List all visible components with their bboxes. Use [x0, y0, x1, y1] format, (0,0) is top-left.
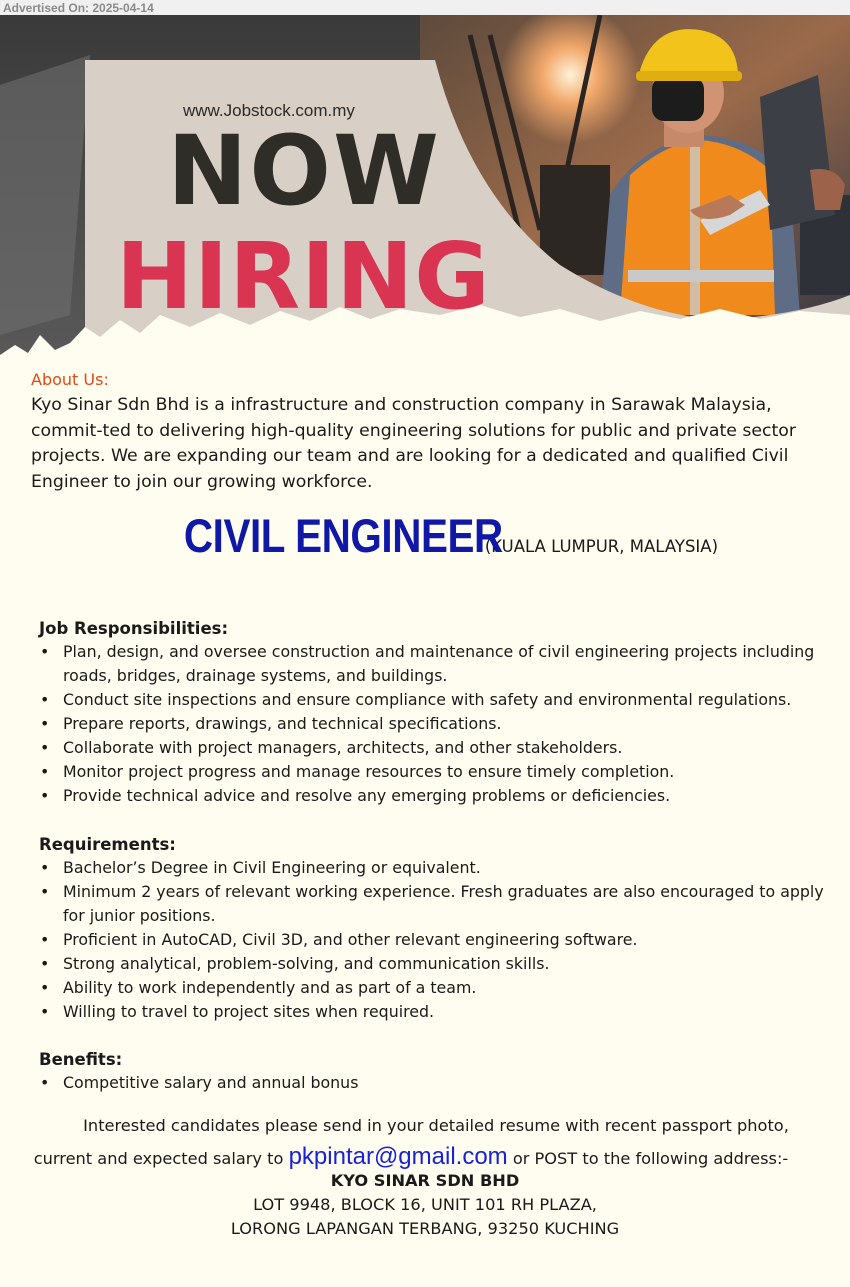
requirements-section — [39, 835, 839, 1024]
list-item: • Competitive salary and annual bonus — [39, 1071, 839, 1095]
advertised-banner — [0, 0, 850, 16]
about-us-label: About Us: — [31, 370, 109, 389]
benefits-section — [39, 1050, 839, 1095]
list-item: • Monitor project progress and manage resources to ensure timely completion. — [39, 760, 839, 784]
hero-banner — [0, 15, 850, 370]
benefits-heading: Benefits: — [39, 1050, 123, 1069]
job-location: (KUALA LUMPUR, MALAYSIA) — [484, 537, 719, 556]
about-us-text: Kyo Sinar Sdn Bhd is a infrastructure and construction company in Sarawak Malaysia, commit-ted to delivering high-quality engineering solutions for public and private sector projects. We are expanding our team and are looking for a dedicated and qualified Civil Engineer to join our growing workforce. — [31, 395, 796, 492]
contact-email-line — [0, 1145, 850, 1171]
list-item: • Ability to work independently and as part of a team. — [39, 976, 839, 1000]
list-item: • Conduct site inspections and ensure compliance with safety and environmental regulations. — [39, 688, 839, 712]
responsibilities-section — [39, 619, 839, 808]
list-item: • Prepare reports, drawings, and technical specifications. — [39, 712, 839, 736]
job-title: CIVIL ENGINEER — [183, 509, 503, 562]
requirements-heading: Requirements: — [39, 835, 176, 854]
job-title-row — [0, 508, 850, 563]
email-link[interactable]: pkpintar@gmail.com — [288, 1143, 508, 1170]
list-item: • Provide technical advice and resolve any emerging problems or deficiencies. — [39, 784, 839, 808]
list-item: • Proficient in AutoCAD, Civil 3D, and other relevant engineering software. — [39, 928, 839, 952]
responsibilities-heading: Job Responsibilities: — [39, 619, 229, 638]
list-item: • Minimum 2 years of relevant working experience. Fresh graduates are also encouraged to apply for junior positions. — [39, 880, 839, 928]
list-item: • Strong analytical, problem-solving, and communication skills. — [39, 952, 839, 976]
contact-suffix: or POST to the following address:- — [512, 1149, 789, 1168]
contact-prefix: current and expected salary to — [33, 1149, 284, 1168]
address-line-1: LOT 9948, BLOCK 16, UNIT 101 RH PLAZA, — [253, 1195, 597, 1214]
website-url: www.Jobstock.com.my — [183, 101, 355, 120]
list-item: • Plan, design, and oversee construction and maintenance of civil engineering projects including roads, bridges, drainage systems, and buildings. — [39, 640, 839, 688]
address-line-2: LORONG LAPANGAN TERBANG, 93250 KUCHING — [230, 1219, 620, 1238]
advertised-date-text: Advertised On: 2025-04-14 — [3, 1, 154, 15]
company-name: KYO SINAR SDN BHD — [330, 1171, 520, 1190]
list-item: • Collaborate with project managers, architects, and other stakeholders. — [39, 736, 839, 760]
contact-section — [0, 1114, 850, 1241]
list-item: • Willing to travel to project sites when required. — [39, 1000, 839, 1024]
contact-instructions: Interested candidates please send in your detailed resume with recent passport photo, — [83, 1116, 789, 1135]
headline-now: NOW — [167, 115, 441, 227]
list-item: • Bachelor’s Degree in Civil Engineering or equivalent. — [39, 856, 839, 880]
headline-hiring: HIRING — [116, 223, 491, 330]
